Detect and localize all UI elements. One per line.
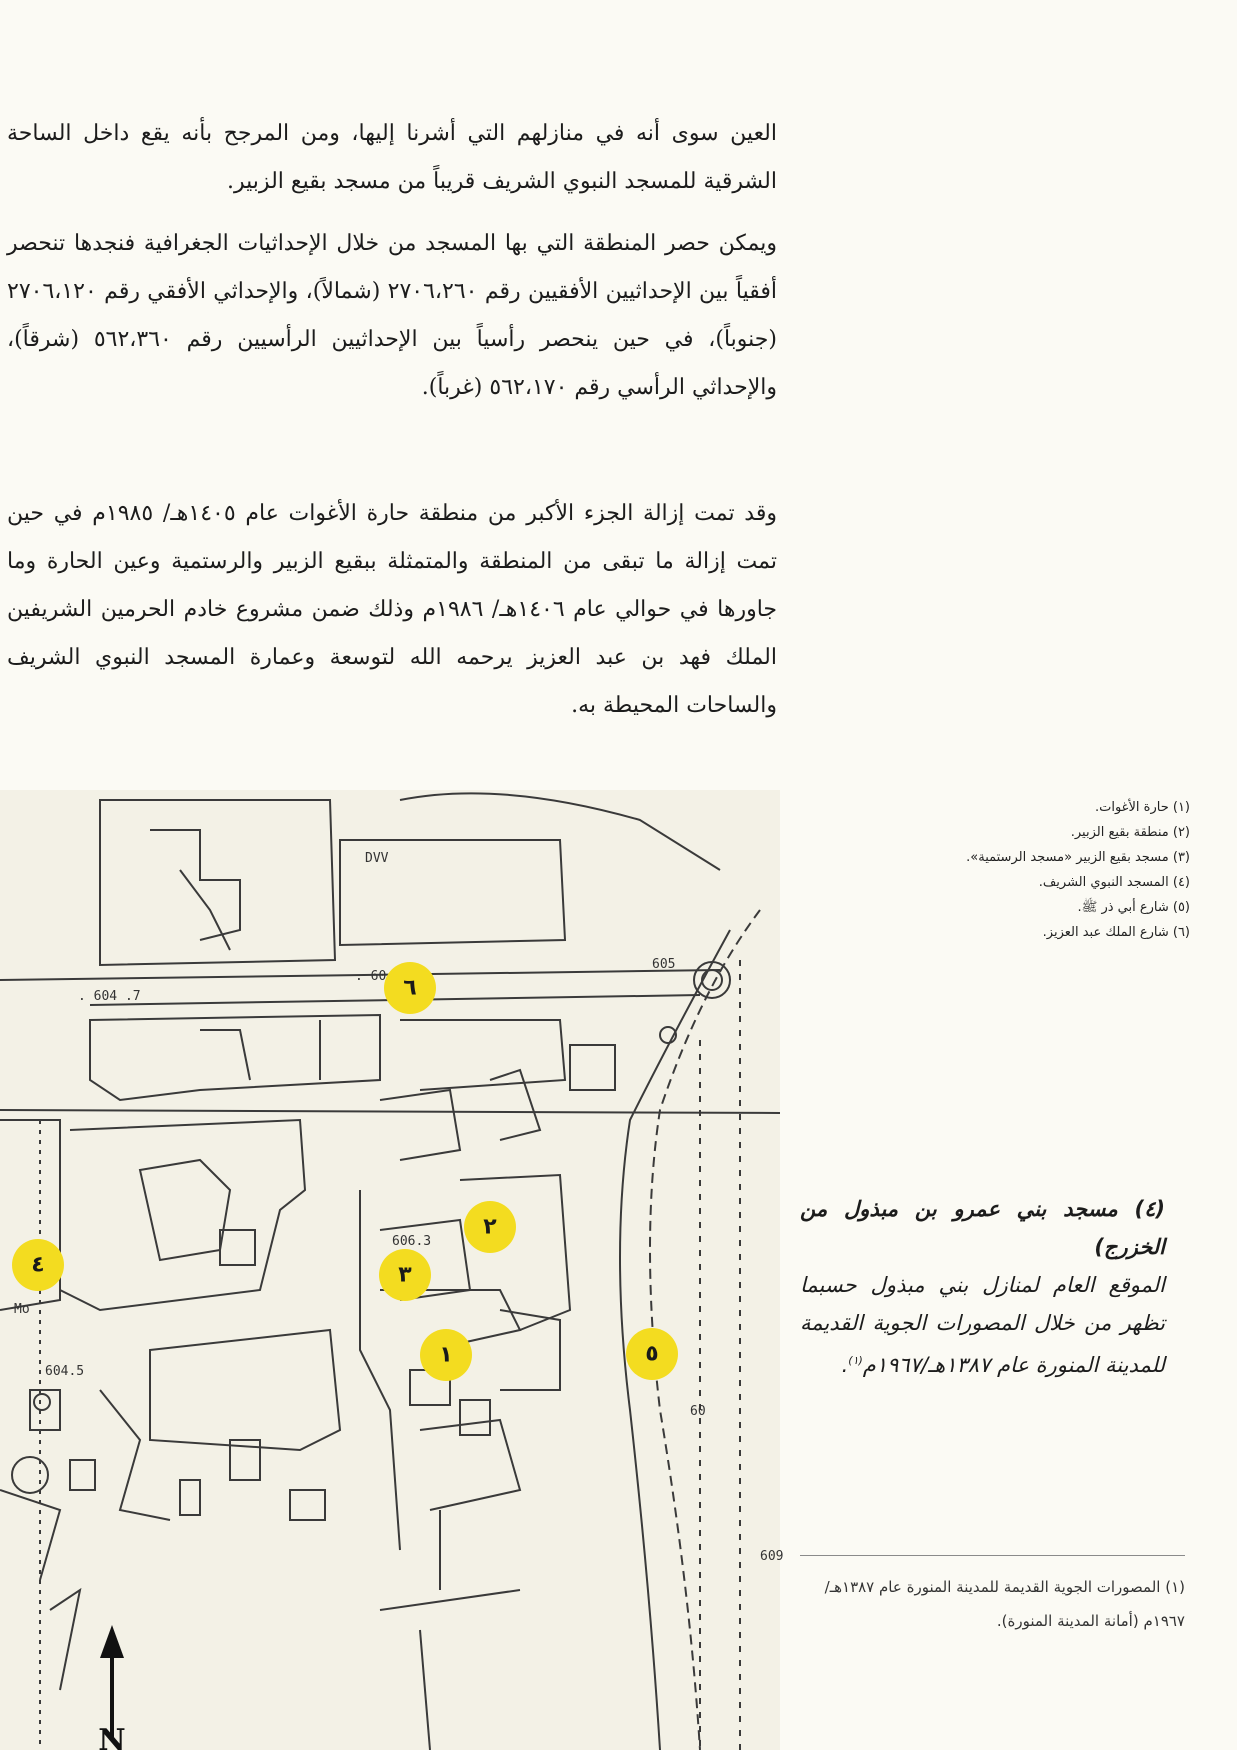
map-marker-1 [420,1329,472,1381]
svg-text:٢: ٢ [483,1214,497,1240]
svg-text:٥: ٥ [645,1341,659,1367]
map-label-604-5: 604.5 [45,1364,85,1379]
caption-body: الموقع العام لمنازل بني مبذول حسبما تظهر من خلال المصورات الجوية القديمة للمدينة المنورة عام ١٣٨٧هـ/١٩٦٧م$^{(١)}$. [800,1273,1165,1377]
svg-text:٣: ٣ [398,1262,412,1288]
map-label-dvv: DVV [365,851,389,866]
map-marker-3 [379,1249,431,1301]
figure-caption [800,1190,1165,1384]
aerial-map-drawing [0,790,784,1750]
body-paragraph-1: العين سوى أنه في منازلهم التي أشرنا إليها، ومن المرجح بأنه يقع داخل الساحة الشرقية للمسجد النبوي الشريف قريباً من مسجد بقيع الزبير. [7,121,777,194]
legend-item-3: (٣) مسجد بقيع الزبير «مسجد الرستمية». [966,850,1190,865]
legend-item-6: (٦) شارع الملك عبد العزيز. [1042,925,1190,940]
map-label-60b: 60 [690,1404,706,1419]
svg-text:١: ١ [439,1342,453,1368]
legend-item-5: (٥) شارع أبي ذر ﷺ. [1077,900,1190,915]
footnote-divider [800,1555,1185,1556]
legend-item-4: (٤) المسجد النبوي الشريف. [1038,875,1190,890]
map-label-mo: Mo [14,1302,30,1317]
map-label-605: 605 [652,957,676,972]
map-legend [800,795,1190,945]
map-marker-5 [626,1328,678,1380]
caption-text: الموقع العام لمنازل بني مبذول حسبما تظهر من خلال المصورات الجوية القديمة للمدينة المنورة عام ١٣٨٧هـ/١٩٦٧م [800,1273,1165,1377]
map-label-60: . 60 [355,969,387,984]
body-paragraph-3: وقد تمت إزالة الجزء الأكبر من منطقة حارة الأغوات عام ١٤٠٥هـ/ ١٩٨٥م في حين تمت إزالة ما تبقى من المنطقة والمتمثلة ببقيع الزبير والرستمية وعين الحارة وما جاورها في حوالي عام ١٤٠٦هـ/ ١٩٨٦م وذلك ضمن مشروع خادم الحرمين الشريفين الملك فهد بن عبد العزيز يرحمه الله لتوسعة وعمارة المسجد النبوي الشريف والساحات المحيطة به. [7,501,777,718]
legend-item-2: (٢) منطقة بقيع الزبير. [1070,825,1190,840]
caption-footnote-ref: (١) [848,1354,863,1367]
caption-title: (٤) مسجد بني عمرو بن مبذول من الخزرج) [800,1197,1165,1259]
aerial-map [0,790,784,1750]
map-label-606-3: 606.3 [392,1234,432,1249]
map-label-609: 609 [760,1549,784,1564]
footnote: (١) المصورات الجوية القديمة للمدينة المنورة عام ١٣٨٧هـ/ ١٩٦٧م (أمانة المدينة المنورة). [824,1578,1185,1630]
svg-text:٦: ٦ [403,975,417,1001]
map-label-604-7: . 604 .7 [78,989,141,1004]
map-marker-2 [464,1201,516,1253]
body-paragraph-2: ويمكن حصر المنطقة التي بها المسجد من خلال الإحداثيات الجغرافية فنجدها تنحصر أفقياً بين الإحداثيين الأفقيين رقم ٢٧٠٦،٢٦٠ (شمالاً)، والإحداثي الأفقي رقم ٢٧٠٦،١٢٠ (جنوباً)، في حين ينحصر رأسياً بين الإحداثيين الرأسيين رقم ٥٦٢،٣٦٠ (شرقاً)، والإحداثي الرأسي رقم ٥٦٢،١٧٠ (غرباً). [7,231,777,400]
north-label: N [98,1723,126,1750]
legend-item-1: (١) حارة الأغوات. [1094,800,1190,815]
map-marker-6 [384,962,436,1014]
map-marker-4 [12,1239,64,1291]
svg-text:٤: ٤ [31,1252,45,1278]
